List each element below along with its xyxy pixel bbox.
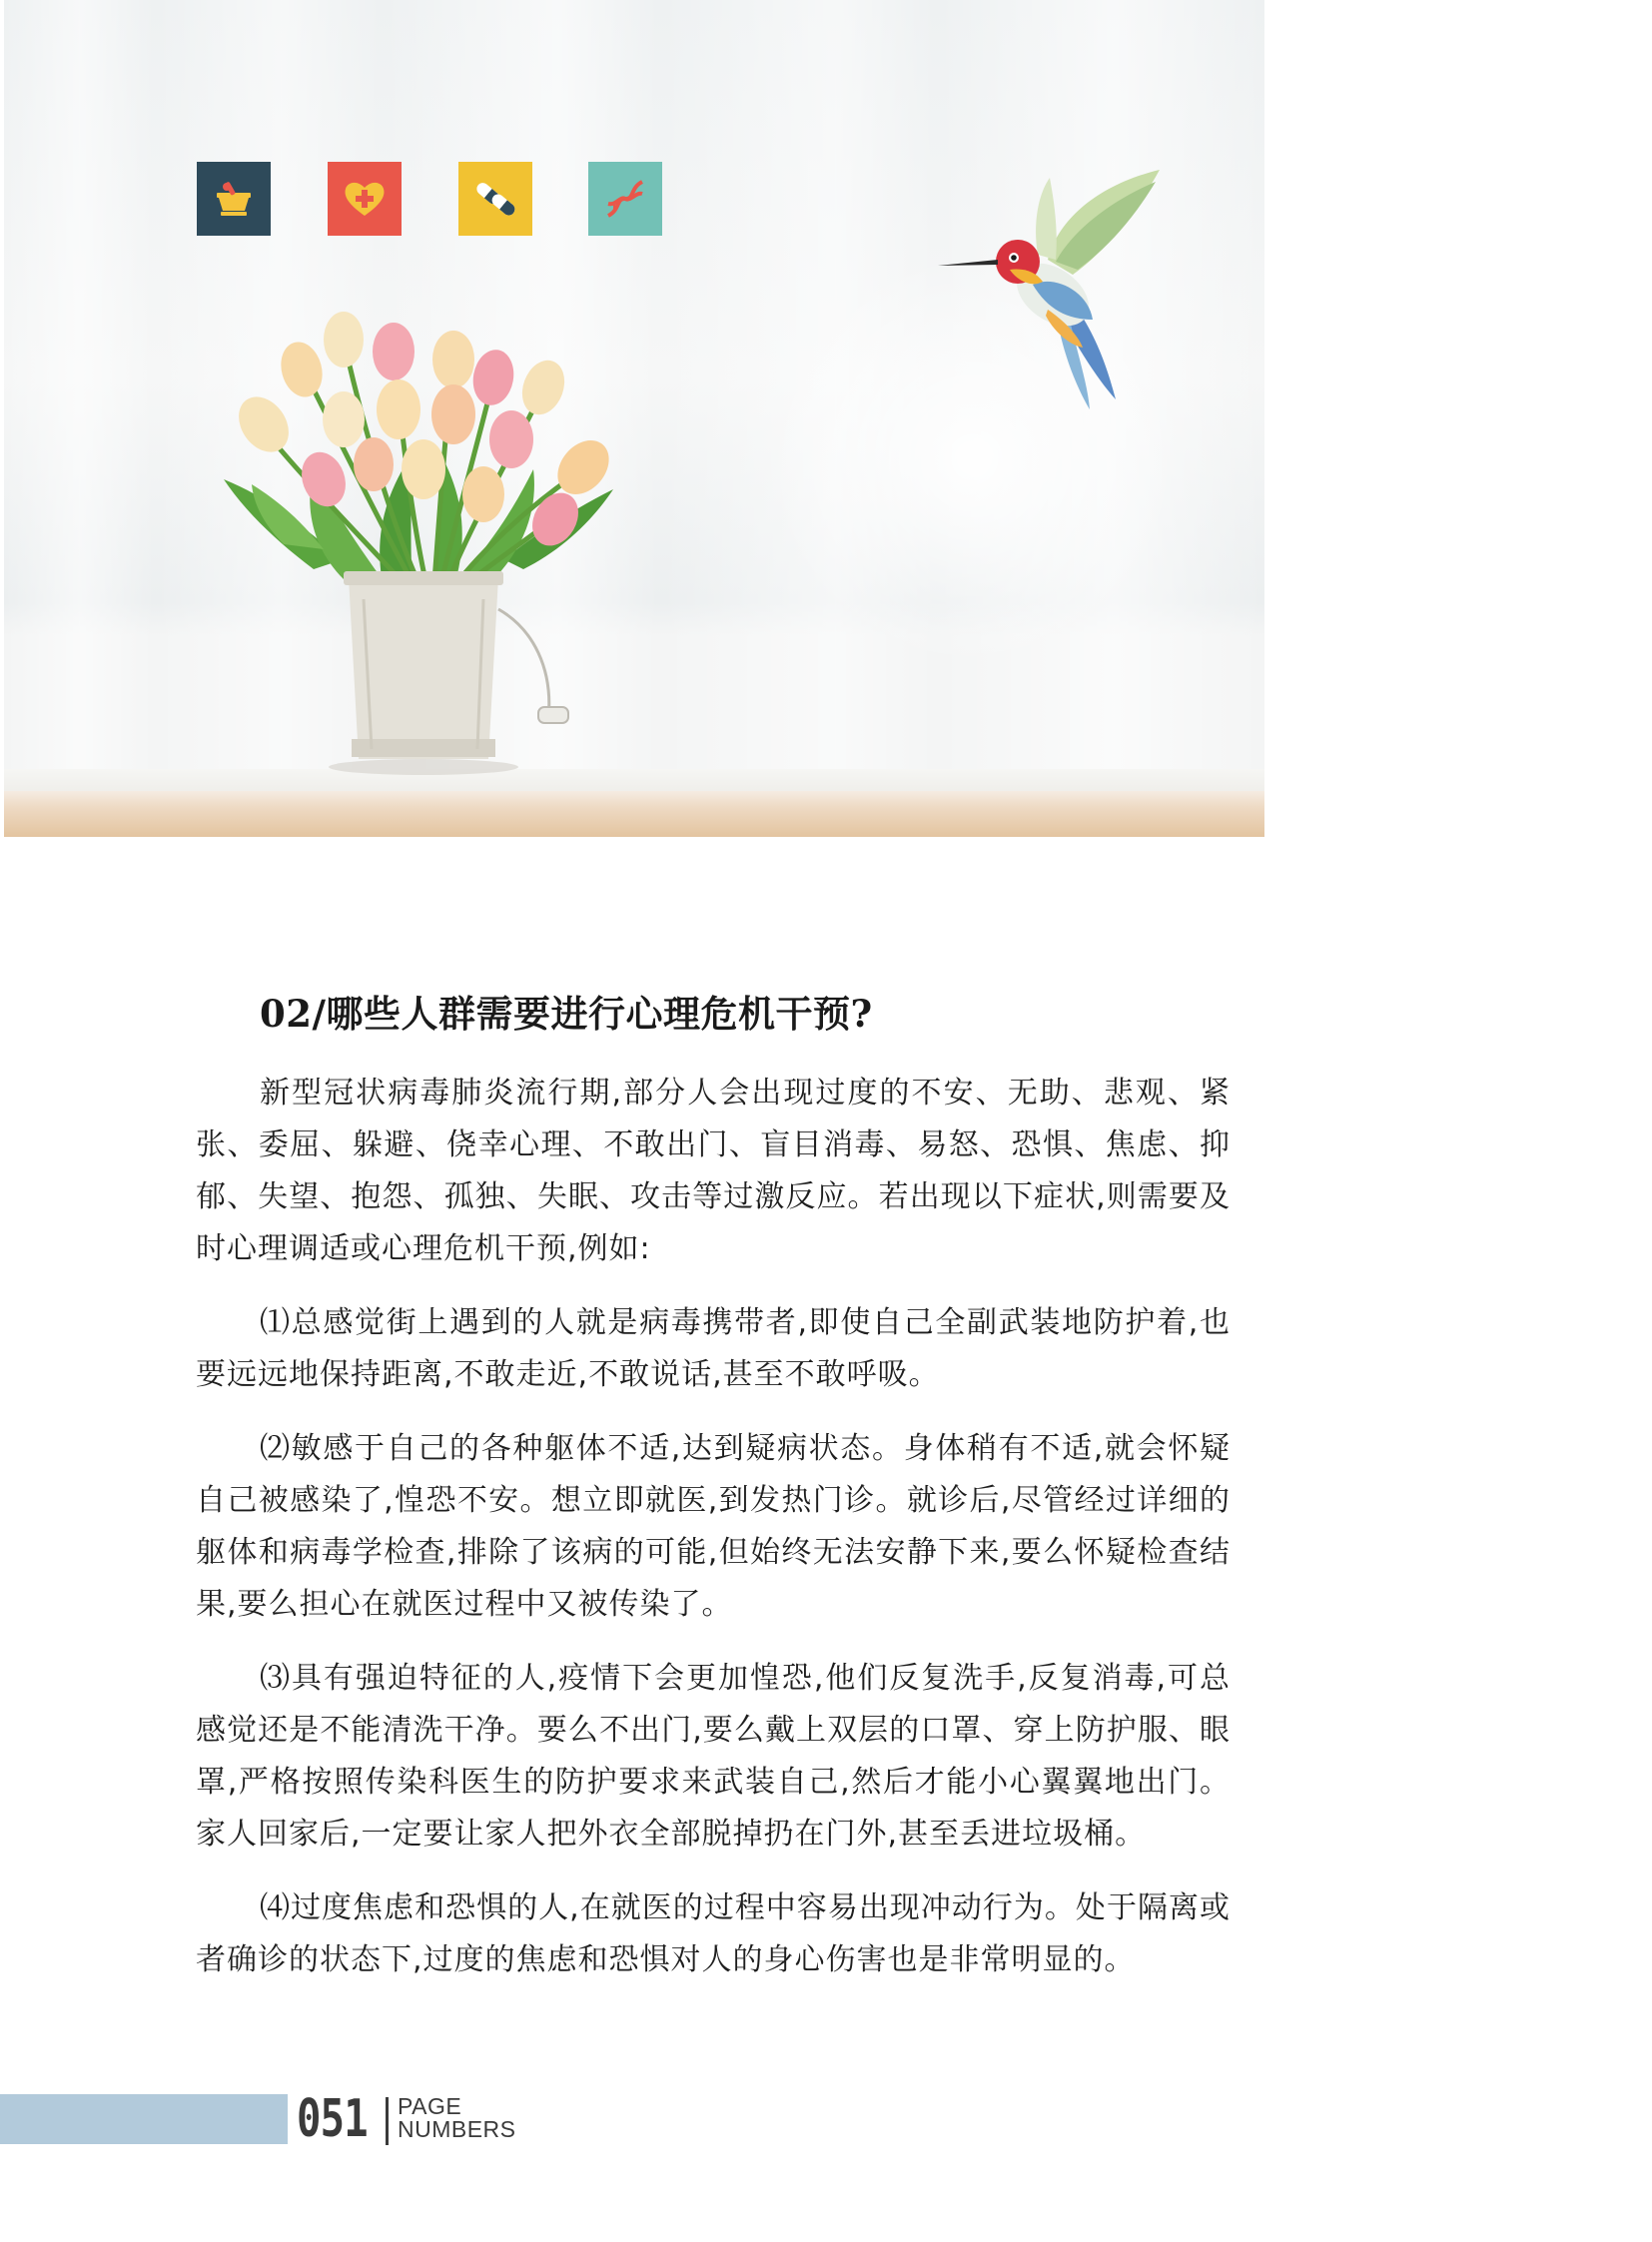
article-body (196, 984, 1231, 2008)
dna-icon (588, 162, 662, 236)
heart-plus-icon (328, 162, 402, 236)
section-heading: 02/哪些人群需要进行心理危机干预? (260, 992, 873, 1036)
pills-icon (458, 162, 532, 236)
intro-paragraph: 新型冠状病毒肺炎流行期,部分人会出现过度的不安、无助、悲观、紧张、委屈、躲避、侥幸心理、不敢出门、盲目消毒、易怒、恐惧、焦虑、抑郁、失望、抱怨、孤独、失眠、攻击等过激反应。若出现以下症状,则需要及时心理调适或心理危机干预,例如: (196, 1076, 1231, 1266)
hero-photo (4, 0, 1264, 837)
page-label-line2: NUMBERS (398, 2116, 516, 2142)
symptom-item-3: ⑶具有强迫特征的人,疫情下会更加惶恐,他们反复洗手,反复消毒,可总感觉还是不能清洗干净。要么不出门,要么戴上双层的口罩、穿上防护服、眼罩,严格按照传染科医生的防护要求来武装自己,然后才能小心翼翼地出门。家人回家后,一定要让家人把外衣全部脱掉扔在门外,甚至丢进垃圾桶。 (196, 1661, 1231, 1852)
symptom-item-2: ⑵敏感于自己的各种躯体不适,达到疑病状态。身体稍有不适,就会怀疑自己被感染了,惶恐不安。想立即就医,到发热门诊。就诊后,尽管经过详细的躯体和病毒学检查,排除了该病的可能,但始终无法安静下来,要么怀疑检查结果,要么担心在就医过程中又被传染了。 (196, 1431, 1231, 1622)
symptom-item-4: ⑷过度焦虑和恐惧的人,在就医的过程中容易出现冲动行为。处于隔离或者确诊的状态下,过度的焦虑和恐惧对人的身心伤害也是非常明显的。 (196, 1890, 1231, 1977)
symptom-item-1: ⑴总感觉街上遇到的人就是病毒携带者,即使自己全副武装地防护着,也要远远地保持距离,不敢走近,不敢说话,甚至不敢呼吸。 (196, 1305, 1231, 1392)
page-number: 051 (297, 2089, 368, 2149)
mortar-pestle-icon (197, 162, 271, 236)
wooden-table-edge (4, 791, 1264, 837)
page-number-divider (386, 2097, 389, 2145)
footer-color-bar (0, 2094, 288, 2144)
tulip-bouquet-image (194, 310, 683, 779)
page-numbers-label (398, 2095, 516, 2141)
page-label-line1: PAGE (398, 2093, 462, 2119)
hummingbird-image (938, 170, 1178, 419)
